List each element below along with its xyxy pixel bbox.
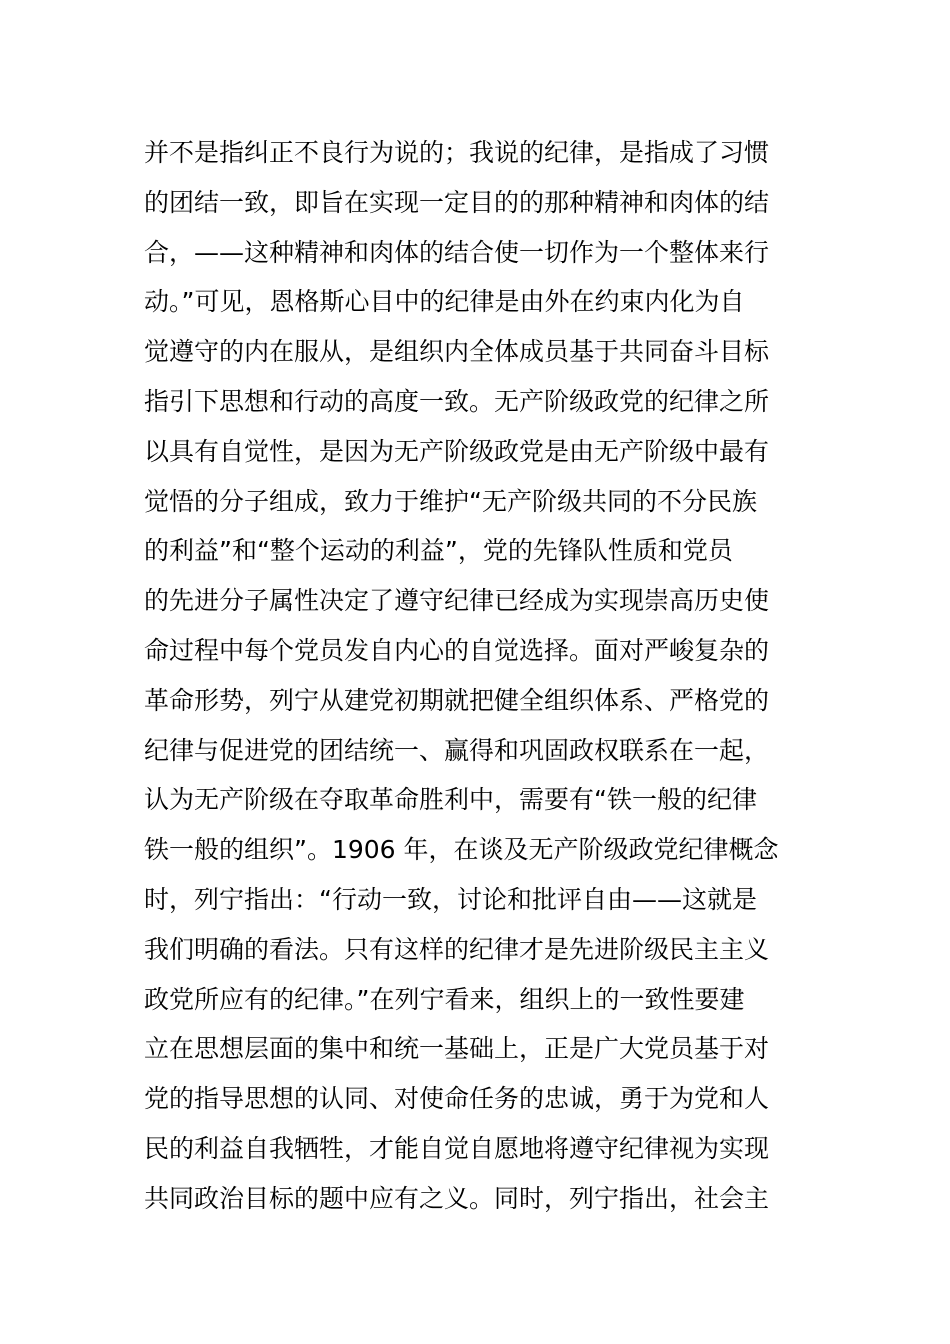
text-line-10: 的先进分子属性决定了遵守纪律已经成为实现崇高历史使 <box>144 586 770 616</box>
text-line-11: 命过程中每个党员发自内心的自觉选择。面对严峻复杂的 <box>144 635 770 665</box>
text-line-9: 的利益”和“整个运动的利益”，党的先锋队性质和党员 <box>144 536 733 566</box>
text-line-15: 铁一般的组织”。1906 年，在谈及无产阶级政党纪律概念 <box>144 835 779 865</box>
text-line-17: 我们明确的看法。只有这样的纪律才是先进阶级民主主义 <box>144 934 770 964</box>
text-line-7: 以具有自觉性，是因为无产阶级政党是由无产阶级中最有 <box>144 436 770 466</box>
text-line-14: 认为无产阶级在夺取革命胜利中，需要有“铁一般的纪律 <box>144 785 757 815</box>
text-line-13: 纪律与促进党的团结统一、赢得和巩固政权联系在一起， <box>144 735 770 765</box>
text-line-21: 民的利益自我牺牲，才能自觉自愿地将遵守纪律视为实现 <box>144 1133 770 1163</box>
text-line-22: 共同政治目标的题中应有之义。同时，列宁指出，社会主 <box>144 1183 770 1213</box>
text-line-3: 合，——这种精神和肉体的结合使一切作为一个整体来行 <box>144 237 770 267</box>
text-line-18: 政党所应有的纪律。”在列宁看来，组织上的一致性要建 <box>144 984 745 1014</box>
body-paragraph <box>144 128 824 1224</box>
text-line-12: 革命形势，列宁从建党初期就把健全组织体系、严格党的 <box>144 685 770 715</box>
text-line-4: 动。”可见，恩格斯心目中的纪律是由外在约束内化为自 <box>144 287 745 317</box>
text-line-5: 觉遵守的内在服从，是组织内全体成员基于共同奋斗目标 <box>144 337 770 367</box>
text-line-8: 觉悟的分子组成，致力于维护“无产阶级共同的不分民族 <box>144 486 757 516</box>
text-line-16: 时，列宁指出：“行动一致，讨论和批评自由——这就是 <box>144 884 757 914</box>
text-line-1: 并不是指纠正不良行为说的；我说的纪律，是指成了习惯 <box>144 138 770 167</box>
text-line-2: 的团结一致，即旨在实现一定目的的那种精神和肉体的结 <box>144 187 770 217</box>
text-line-6: 指引下思想和行动的高度一致。无产阶级政党的纪律之所 <box>144 386 770 416</box>
text-line-20: 党的指导思想的认同、对使命任务的忠诚，勇于为党和人 <box>144 1084 770 1114</box>
text-line-19: 立在思想层面的集中和统一基础上，正是广大党员基于对 <box>144 1034 770 1064</box>
